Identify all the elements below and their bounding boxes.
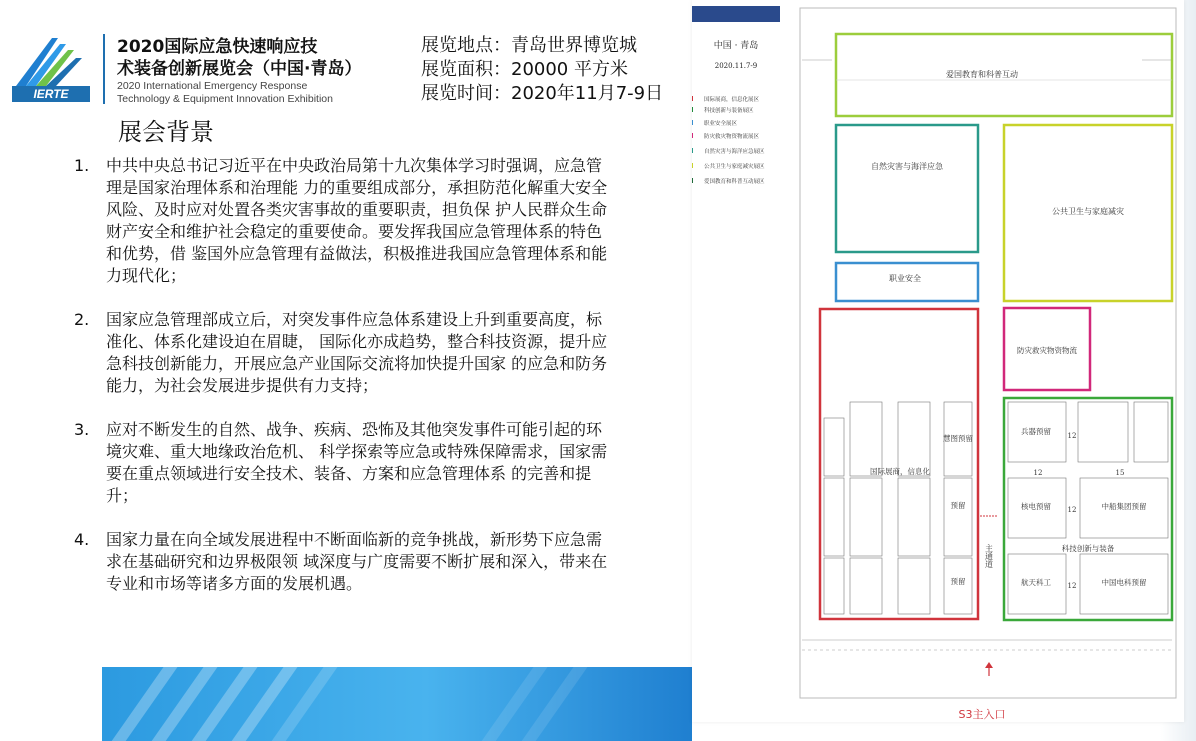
zone-logistics-label: 防灾救灾物资物流	[1017, 346, 1077, 355]
zone-tech-label: 科技创新与装备	[1061, 544, 1115, 553]
exhibition-title-en	[117, 80, 333, 106]
distance-label: 12	[1067, 506, 1077, 514]
distance-label: 12	[1033, 469, 1043, 477]
booth-bingqi: 兵器预留	[1021, 427, 1051, 436]
list-item	[74, 155, 614, 287]
entrance-label: S3主入口	[958, 708, 1006, 721]
legend-item: 自然灾害与海洋应急展区	[704, 149, 765, 155]
distance-label: 12	[1067, 432, 1077, 440]
title-cn-line2: 术装备创新展览会（中国·青岛）	[117, 59, 362, 79]
legend-item: 科技创新与装备展区	[704, 108, 754, 114]
zone-natural	[836, 125, 978, 252]
legend-item: 防灾救灾物资物流展区	[704, 134, 760, 140]
legend-item: 职业安全展区	[704, 121, 738, 127]
title-cn-line1: 2020国际应急快速响应技	[117, 37, 318, 57]
ierte-logo	[12, 34, 90, 104]
exhibition-info	[421, 34, 663, 106]
zone-natural-label: 自然灾害与海洋应急	[871, 162, 943, 171]
plan-legend	[692, 95, 765, 185]
plan-city: 中国 · 青岛	[713, 41, 759, 51]
legend-item: 国际展商，信息化展区	[704, 97, 760, 103]
info-area: 展览面积：20000 平方米	[421, 59, 628, 80]
item-text: 中共中央总书记习近平在中央政治局第十九次集体学习时强调，应急管理是国家治理体系和治理能 力的重要组成部分，承担防范化解重大安全风险、及时应对处置各类灾害事故的重要职责，担负保 护人民群众生命财产安全和维护社会稳定的重要使命。要发挥我国应急管理体系的特色和优势，借 鉴国外应急管理有益做法，积极推进我国应急管理体系和能力现代化；	[106, 156, 608, 285]
plan-header-banner	[692, 6, 780, 22]
title-en-line2: Technology & Equipment Innovation Exhibition	[117, 93, 333, 105]
booth-hedian: 核电预留	[1021, 502, 1051, 511]
legend-item: 公共卫生与家庭减灾展区	[704, 164, 765, 170]
item-number: 1.	[74, 156, 90, 175]
section-title: 展会背景	[118, 118, 214, 146]
floor-plan	[692, 0, 1184, 722]
booth-huitu: 慧图预留	[943, 434, 973, 443]
booth-zhongchuan: 中船集团预留	[1101, 502, 1147, 511]
main-aisle-label: 主通道	[984, 544, 994, 568]
list-item	[74, 529, 614, 595]
info-venue: 展览地点：青岛世界博览城	[421, 35, 637, 56]
exhibition-title	[117, 36, 361, 80]
item-number: 2.	[74, 310, 90, 329]
title-en-line1: 2020 International Emergency Response	[117, 80, 308, 92]
logo-text: IERTE	[33, 87, 69, 101]
info-date: 展览时间：2020年11月7-9日	[421, 83, 664, 104]
item-text: 国家应急管理部成立后，对突发事件应急体系建设上升到重要高度，标准化、体系化建设迫在眉睫， 国际化亦成趋势，整合科技资源，提升应急科技创新能力，开展应急产业国际交流将加快提升国家 的应急和防务能力，为社会发展进步提供有力支持；	[106, 310, 608, 395]
header-divider	[103, 34, 105, 104]
list-item	[74, 419, 614, 507]
list-item	[74, 309, 614, 397]
booth-reserved: 预留	[950, 577, 966, 586]
decorative-banner	[102, 667, 692, 741]
zone-international-label: 国际展商，信息化	[870, 467, 930, 476]
distance-label: 12	[1067, 582, 1077, 590]
zone-patriotic-label: 爱国教育和科普互动	[946, 70, 1018, 79]
hall-outline	[800, 8, 1176, 698]
item-number: 4.	[74, 530, 90, 549]
booth-reserved: 预留	[950, 501, 966, 510]
zone-occupational-label: 职业安全	[889, 274, 921, 283]
booth-hangtian: 航天科工	[1021, 578, 1051, 587]
plan-date: 2020.11.7-9	[714, 62, 758, 70]
item-text: 国家力量在向全域发展进程中不断面临新的竞争挑战，新形势下应急需求在基础研究和边界极限领 域深度与广度需要不断扩展和深入，带来在专业和市场等诸多方面的发展机遇。	[106, 530, 608, 593]
item-number: 3.	[74, 420, 90, 439]
background-list	[74, 155, 614, 617]
booth-zhongguodianke: 中国电科预留	[1101, 578, 1147, 587]
distance-label: 15	[1115, 469, 1125, 477]
zone-public-health-label: 公共卫生与家庭减灾	[1052, 207, 1124, 216]
item-text: 应对不断发生的自然、战争、疾病、恐怖及其他突发事件可能引起的环境灾难、重大地缘政治危机、 科学探索等应急或特殊保障需求，国家需要在重点领域进行安全技术、装备、方案和应急管理体系 的完善和提升；	[106, 420, 608, 505]
legend-item: 爱国教育和科普互动展区	[704, 179, 765, 185]
